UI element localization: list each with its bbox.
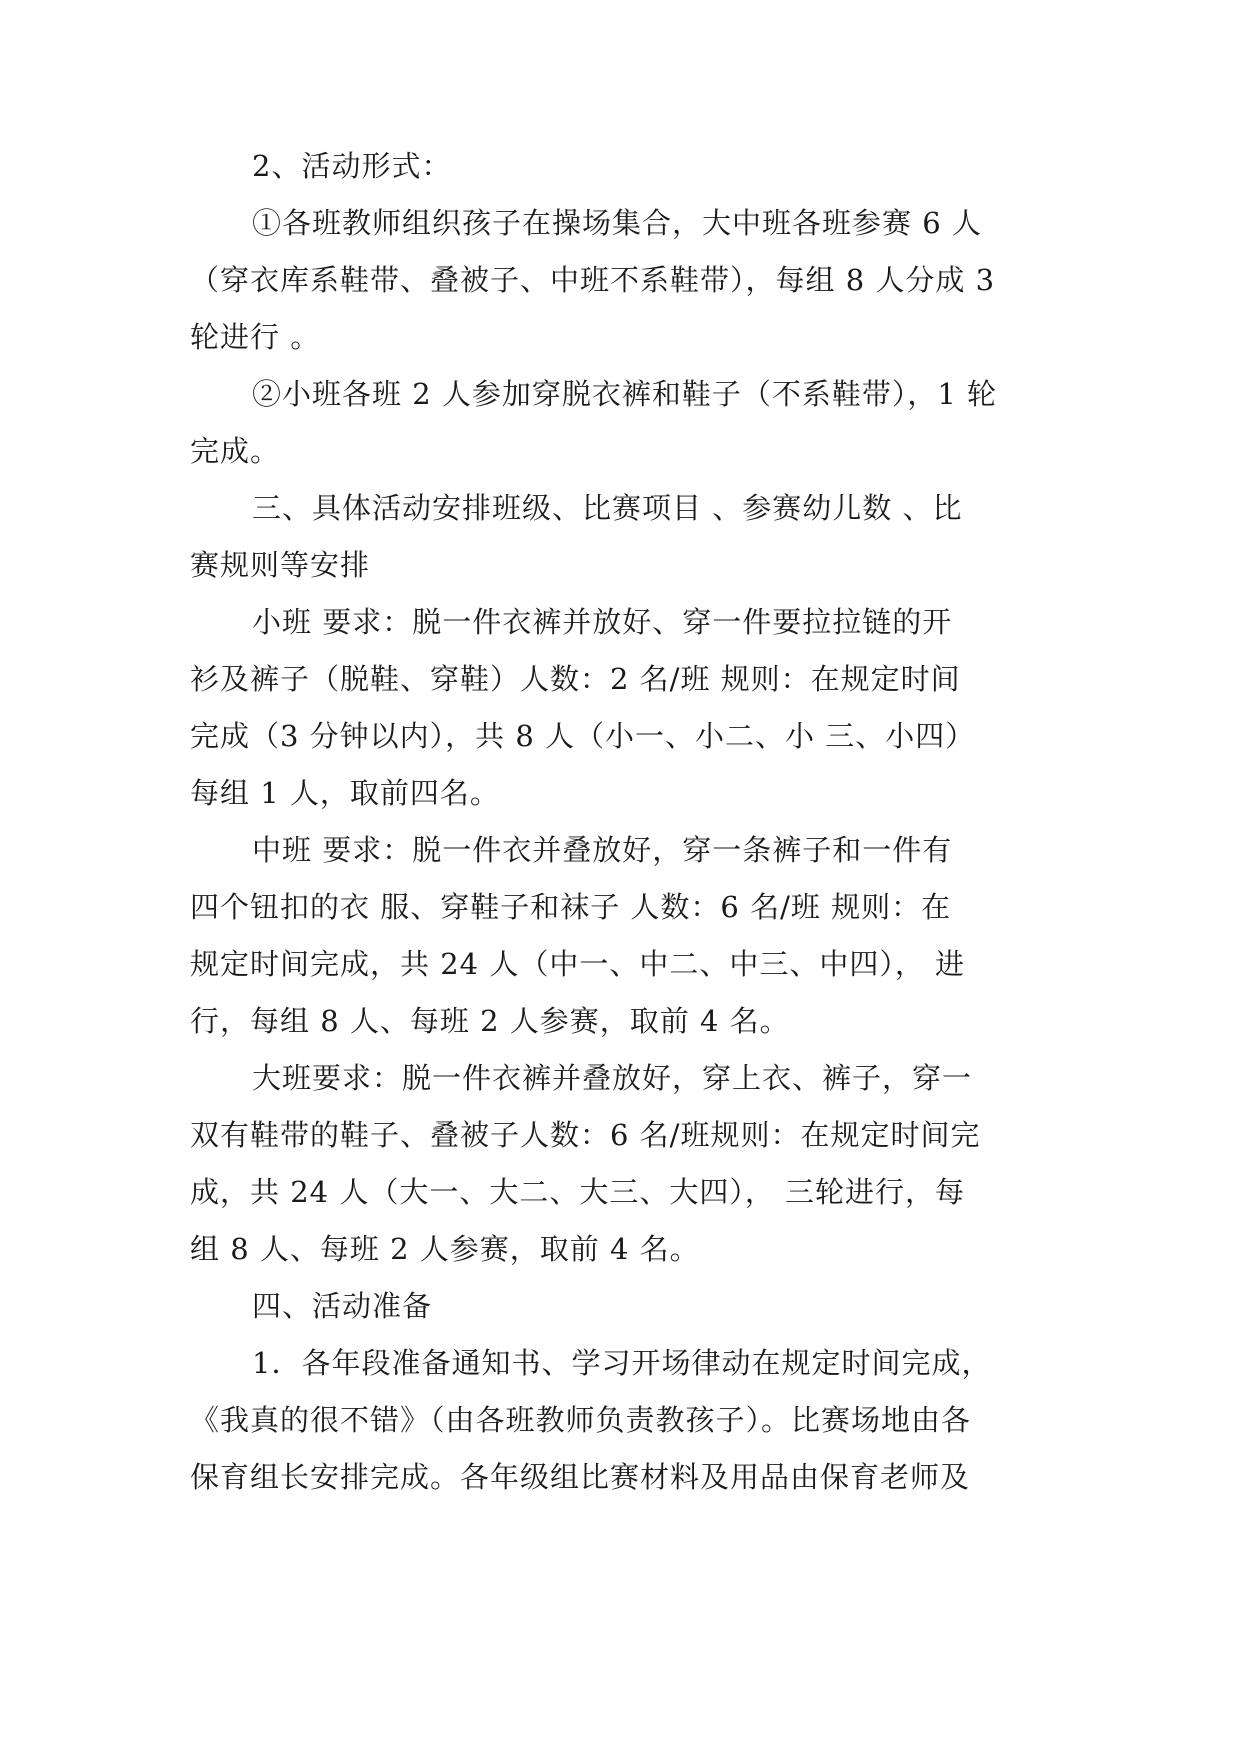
text-line: ②小班各班 2 人参加穿脱衣裤和鞋子（不系鞋带），1 轮 bbox=[252, 377, 998, 411]
text-line: 完成（3 分钟以内），共 8 人（小一、小二、小 三、小四） bbox=[190, 719, 976, 753]
text-line: 完成。 bbox=[190, 434, 281, 468]
text-line: 轮进行 。 bbox=[190, 320, 321, 354]
text-line: 保育组长安排完成。各年级组比赛材料及用品由保育老师及 bbox=[190, 1460, 971, 1494]
text-line: 《我真的很不错》（由各班教师负责教孩子）。比赛场地由各 bbox=[190, 1403, 972, 1437]
text-line: 衫及裤子（脱鞋、穿鞋）人数：2 名/班 规则：在规定时间 bbox=[190, 662, 961, 696]
text-line: ①各班教师组织孩子在操场集合，大中班各班参赛 6 人 bbox=[252, 206, 982, 240]
text-line: 三、具体活动安排班级、比赛项目 、参赛幼儿数 、比 bbox=[252, 491, 963, 525]
text-line: 1．各年段准备通知书、学习开场律动在规定时间完成， bbox=[252, 1346, 992, 1380]
text-line: 每组 1 人，取前四名。 bbox=[190, 776, 500, 810]
text-line: 四个钮扣的衣 服、穿鞋子和袜子 人数：6 名/班 规则：在 bbox=[190, 890, 952, 924]
text-line: （穿衣库系鞋带、叠被子、中班不系鞋带），每组 8 人分成 3 bbox=[190, 263, 996, 297]
text-line: 赛规则等安排 bbox=[190, 548, 371, 582]
text-line: 小班 要求：脱一件衣裤并放好、穿一件要拉拉链的开 bbox=[252, 605, 953, 639]
text-line: 行，每组 8 人、每班 2 人参赛，取前 4 名。 bbox=[190, 1004, 790, 1038]
text-line: 大班要求：脱一件衣裤并叠放好，穿上衣、裤子，穿一 bbox=[252, 1061, 973, 1095]
text-line: 组 8 人、每班 2 人参赛，取前 4 名。 bbox=[190, 1232, 700, 1266]
text-line: 成，共 24 人（大一、大二、大三、大四）， 三轮进行，每 bbox=[190, 1175, 966, 1209]
text-line: 规定时间完成，共 24 人（中一、中二、中三、中四）， 进 bbox=[190, 947, 966, 981]
text-line: 双有鞋带的鞋子、叠被子人数：6 名/班规则：在规定时间完 bbox=[190, 1118, 981, 1152]
text-line: 中班 要求：脱一件衣并叠放好，穿一条裤子和一件有 bbox=[252, 833, 953, 867]
text-line: 2、活动形式： bbox=[252, 149, 452, 183]
text-line: 四、活动准备 bbox=[252, 1289, 433, 1323]
